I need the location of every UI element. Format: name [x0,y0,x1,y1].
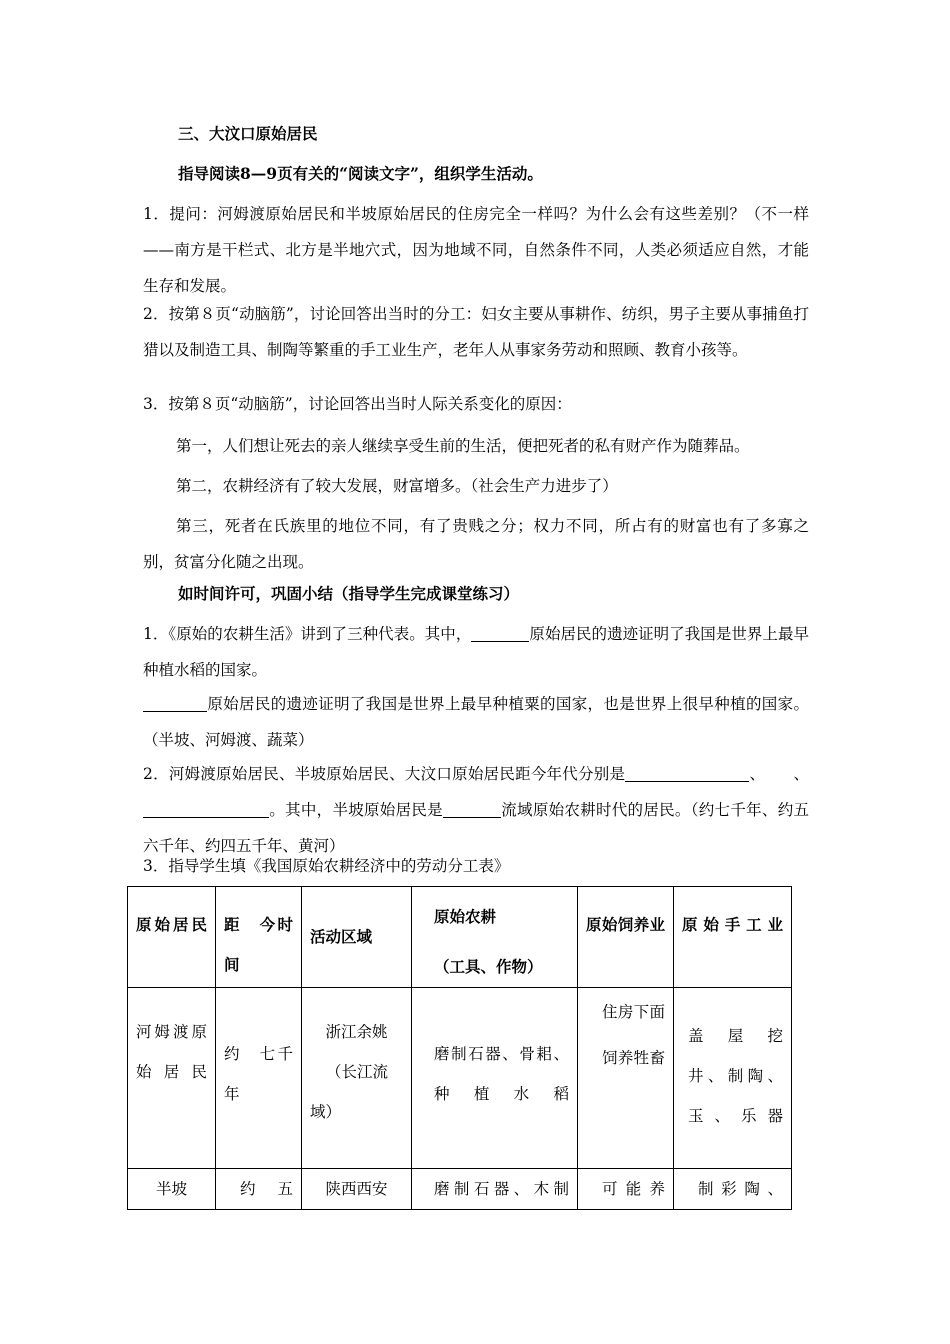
fill-blank-3[interactable] [625,763,749,782]
cell-hemudu-region-a: 浙江余姚 [325,1023,388,1041]
cell-banpo-raising-text: 可能养 [602,1180,665,1198]
cell-banpo-raising [578,1169,674,1210]
fill-blank-1[interactable] [471,623,529,642]
cell-banpo-handicraft [674,1169,792,1210]
fill-blank-5[interactable] [443,799,501,818]
section-title: 三、大汶口原始居民 [178,124,318,143]
header-farming [412,887,578,988]
reason-third: 第三，死者在氏族里的地位不同，有了贵贱之分；权力不同，所占有的财富也有了多寡之别，贫富分化随之出现。 [143,517,809,571]
reason-second: 第二，农耕经济有了较大发展，财富增多。（社会生产力进步了） [176,477,618,495]
header-residents [128,887,216,988]
cell-hemudu-raising-b: 饲养牲畜 [602,1049,665,1067]
fill-blank-2[interactable] [143,693,207,712]
table-header-row [128,887,792,988]
table-row [128,1169,792,1210]
header-region [302,887,412,988]
cell-hemudu-time-text: 约 七千年 [224,1045,293,1103]
cell-banpo-farming [412,1169,578,1210]
labor-division-table [127,886,792,1210]
cell-banpo-handicraft-text: 制彩陶、 [698,1180,783,1198]
exercise-2-text-e: 流域原始农耕时代的居民。（约七千年、约五六千年、约四五千年、黄河） [143,801,809,855]
exercise-2-text-b: 、 [749,765,766,783]
item-2-paragraph: 2．按第８页“动脑筋”，讨论回答出当时的分工：妇女主要从事耕作、纺织，男子主要从事捕鱼打猎以及制造工具、制陶等繁重的手工业生产，老年人从事家务劳动和照顾、教育小孩等。 [143,305,809,359]
guide-instruction: 指导阅读8—9页有关的“阅读文字”，组织学生活动。 [178,164,543,183]
cell-banpo-farming-text: 磨制石器、木制 [434,1180,569,1198]
exercise-1-text-b: 原始居民的遗迹证明了我国是世界上最早种植水稻的国家。 [143,625,809,679]
cell-hemudu-farming [412,988,578,1169]
header-handicraft-text: 原始手工业 [682,915,783,934]
cell-banpo-time-text: 约 五 [240,1180,293,1198]
header-time [216,887,302,988]
exercise-2-text-a: 2．河姆渡原始居民、半坡原始居民、大汶口原始居民距今年代分别是 [143,765,626,783]
cell-banpo-name [128,1169,216,1210]
header-time-text: 距 今时间 [224,915,293,974]
exercise-1-part-a [143,616,809,688]
cell-hemudu-name [128,988,216,1169]
header-handicraft [674,887,792,988]
cell-hemudu-region-b: （长江流域） [310,1063,389,1121]
header-farming-sub: （工具、作物） [434,957,543,976]
cell-banpo-region-text: 陕西西安 [325,1180,388,1198]
header-region-text: 活动区域 [310,927,373,946]
summary-line [178,576,798,612]
header-raising [578,887,674,988]
cell-hemudu-raising-a: 住房下面 [602,1003,665,1021]
reason-first: 第一，人们想让死去的亲人继续享受生前的生活，便把死者的私有财产作为随葬品。 [176,437,750,455]
cell-hemudu-handicraft [674,988,792,1169]
header-residents-text: 原始居民 [136,915,207,934]
cell-banpo-name-text: 半坡 [155,1180,187,1198]
table-row [128,988,792,1169]
exercise-3-heading: 3．指导学生填《我国原始农耕经济中的劳动分工表》 [143,857,510,875]
header-farming-title: 原始农耕 [434,907,497,926]
exercise-1-text-c: 原始居民的遗迹证明了我国是世界上最早种植粟的国家，也是世界上很早种植的国家。（半坡、河姆渡、蔬菜） [143,695,809,749]
cell-hemudu-raising [578,988,674,1169]
cell-hemudu-name-text: 河姆渡原始居民 [136,1023,207,1081]
summary-lead: 如时间许可，巩固小结（ [178,584,349,603]
cell-banpo-time [216,1169,302,1210]
fill-blank-4[interactable] [143,799,269,818]
cell-hemudu-region [302,988,412,1169]
cell-hemudu-farming-text: 磨制石器、骨耜、种植水稻 [434,1045,569,1103]
cell-hemudu-handicraft-text: 盖 屋 挖井、制陶、玉、乐器 [688,1027,783,1125]
cell-hemudu-time [216,988,302,1169]
exercise-1-part-b [143,686,809,758]
header-raising-text: 原始饲养业 [586,915,665,934]
item-1-paragraph: 1．提问：河姆渡原始居民和半坡原始居民的住房完全一样吗？为什么会有这些差别？（不一样——南方是干栏式、北方是半地穴式，因为地域不同，自然条件不同，人类必须适应自然，才能生存和发展。 [143,205,809,295]
exercise-1-text-a: 1．《原始的农耕生活》讲到了三种代表。其中， [143,625,472,643]
summary-bold: 指导学生完成课堂练习） [348,584,520,603]
exercise-2-text-c: 、 [793,765,809,783]
cell-banpo-region [302,1169,412,1210]
item-3-paragraph: 3．按第８页“动脑筋”，讨论回答出当时人际关系变化的原因： [143,395,572,413]
exercise-2-text-d: 。其中，半坡原始居民是 [269,801,443,819]
